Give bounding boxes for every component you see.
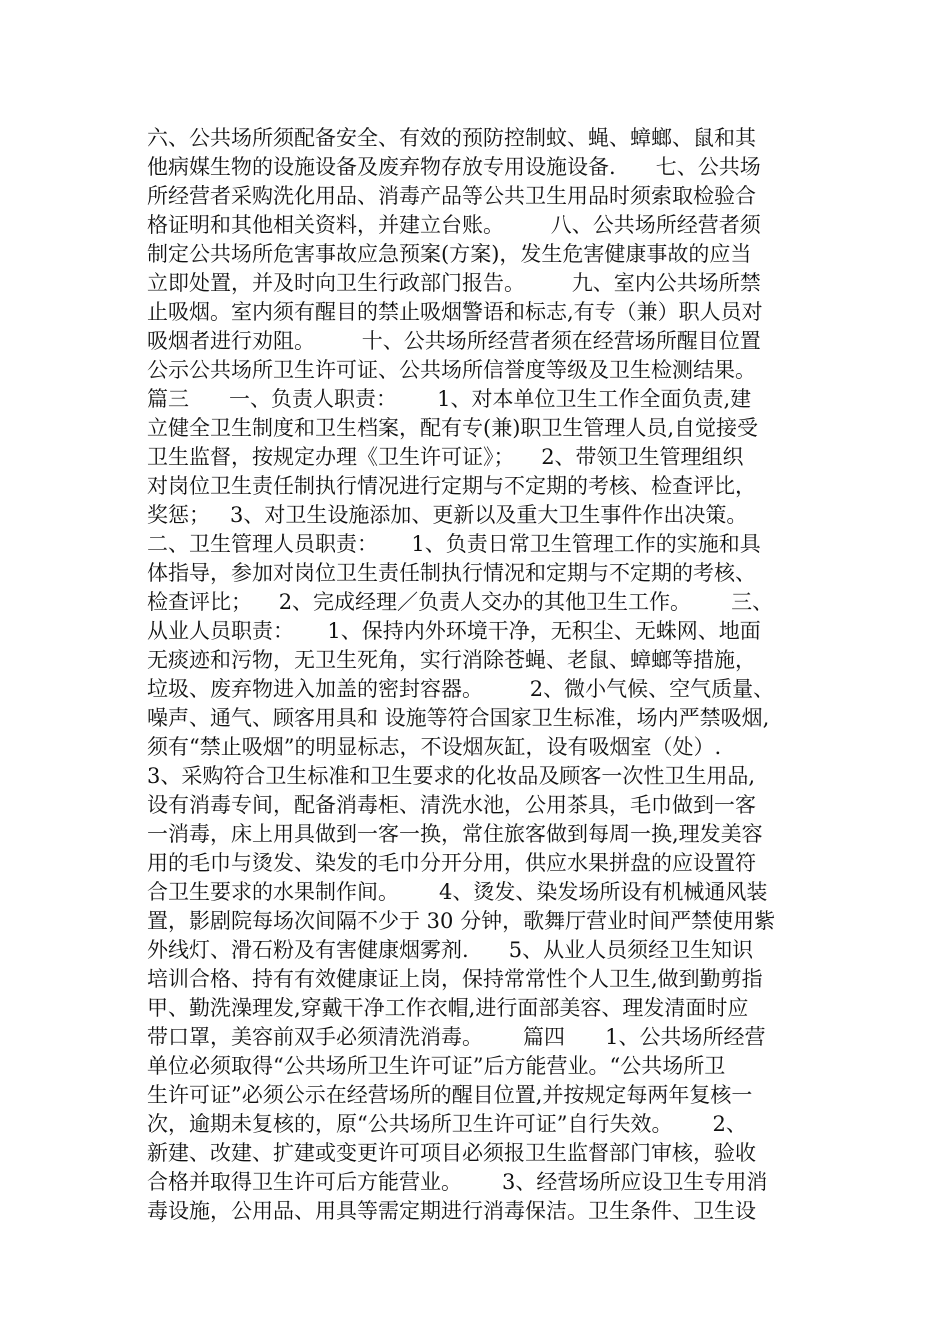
document-line: 合卫生要求的水果制作间。 4、烫发、染发场所设有机械通风装 [147, 880, 768, 904]
document-line: 次，逾期未复核的，原“公共场所卫生许可证”自行失效。 2、 [147, 1112, 747, 1136]
document-line: 合格并取得卫生许可后方能营业。 3、经营场所应设卫生专用消 [147, 1170, 768, 1194]
document-line: 公示公共场所卫生许可证、公共场所信誉度等级及卫生检测结果。 [147, 358, 756, 382]
document-line: 止吸烟。室内须有醒目的禁止吸烟警语和标志,有专（兼）职人员对 [147, 300, 763, 324]
document-line: 吸烟者进行劝阻。 十、公共场所经营者须在经营场所醒目位置 [147, 329, 761, 353]
document-line: 奖惩； 3、对卫生设施添加、更新以及重大卫生事件作出决策。 [147, 503, 748, 527]
document-line: 对岗位卫生责任制执行情况进行定期与不定期的考核、检查评比， [147, 474, 756, 498]
document-line: 甲、勤洗澡理发,穿戴干净工作衣帽,进行面部美容、理发清面时应 [147, 996, 749, 1020]
document-line: 外线灯、滑石粉及有害健康烟雾剂. 5、从业人员须经卫生知识 [147, 938, 754, 962]
document-line: 卫生监督，按规定办理《卫生许可证》； 2、带领卫生管理组织 [147, 445, 744, 469]
document-line: 带口罩，美容前双手必须清洗消毒。 篇四 1、公共场所经营 [147, 1025, 766, 1049]
document-line: 体指导，参加对岗位卫生责任制执行情况和定期与不定期的考核、 [147, 561, 756, 585]
document-line: 他病媒生物的设施设备及废弃物存放专用设施设备. 七、公共场 [147, 155, 761, 179]
document-line: 一消毒，床上用具做到一客一换，常住旅客做到每周一换,理发美容 [147, 822, 763, 846]
document-line: 设有消毒专间，配备消毒柜、清洗水池，公用茶具，毛巾做到一客 [147, 793, 756, 817]
document-line: 篇三 一、负责人职责： 1、对本单位卫生工作全面负责,建 [147, 387, 752, 411]
document-line: 置，影剧院每场次间隔不少于 30 分钟，歌舞厅营业时间严禁使用紫 [147, 909, 776, 933]
document-line: 新建、改建、扩建或变更许可项目必须报卫生监督部门审核，验收 [147, 1141, 756, 1165]
document-line: 制定公共场所危害事故应急预案(方案)，发生危害健康事故的应当 [147, 242, 752, 266]
document-line: 从业人员职责： 1、保持内外环境干净，无积尘、无蛛网、地面 [147, 619, 761, 643]
document-line: 立健全卫生制度和卫生档案，配有专(兼)职卫生管理人员,自觉接受 [147, 416, 759, 440]
document-line: 用的毛巾与烫发、染发的毛巾分开分用，供应水果拼盘的应设置符 [147, 851, 756, 875]
document-line: 生许可证”必须公示在经营场所的醒目位置,并按规定每两年复核一 [147, 1083, 753, 1107]
document-line: 立即处置，并及时向卫生行政部门报告。 九、室内公共场所禁 [147, 271, 761, 295]
document-line: 垃圾、废弃物进入加盖的密封容器。 2、微小气候、空气质量、 [147, 677, 775, 701]
document-line: 单位必须取得“公共场所卫生许可证”后方能营业。“公共场所卫 [147, 1054, 726, 1078]
document-line: 检查评比； 2、完成经理／负责人交办的其他卫生工作。 三、 [147, 590, 774, 614]
document-body-text [147, 124, 847, 1226]
document-line: 培训合格、持有有效健康证上岗，保持常常性个人卫生,做到勤剪指 [147, 967, 763, 991]
document-line: 六、公共场所须配备安全、有效的预防控制蚊、蝇、蟑螂、鼠和其 [147, 126, 756, 150]
document-line: 毒设施，公用品、用具等需定期进行消毒保洁。卫生条件、卫生设 [147, 1199, 756, 1223]
document-line: 二、卫生管理人员职责： 1、负责日常卫生管理工作的实施和具 [147, 532, 761, 556]
document-line: 所经营者采购洗化用品、消毒产品等公共卫生用品时须索取检验合 [147, 184, 756, 208]
document-line: 噪声、通气、顾客用具和 设施等符合国家卫生标准，场内严禁吸烟, [147, 706, 770, 730]
document-line: 须有“禁止吸烟”的明显标志，不设烟灰缸，设有吸烟室（处）. [147, 735, 722, 759]
document-line: 无痰迹和污物，无卫生死角，实行消除苍蝇、老鼠、蟑螂等措施， [147, 648, 756, 672]
document-line: 3、采购符合卫生标准和卫生要求的化妆品及顾客一次性卫生用品, [147, 764, 756, 788]
document-line: 格证明和其他相关资料，并建立台账。 八、公共场所经营者须 [147, 213, 761, 237]
